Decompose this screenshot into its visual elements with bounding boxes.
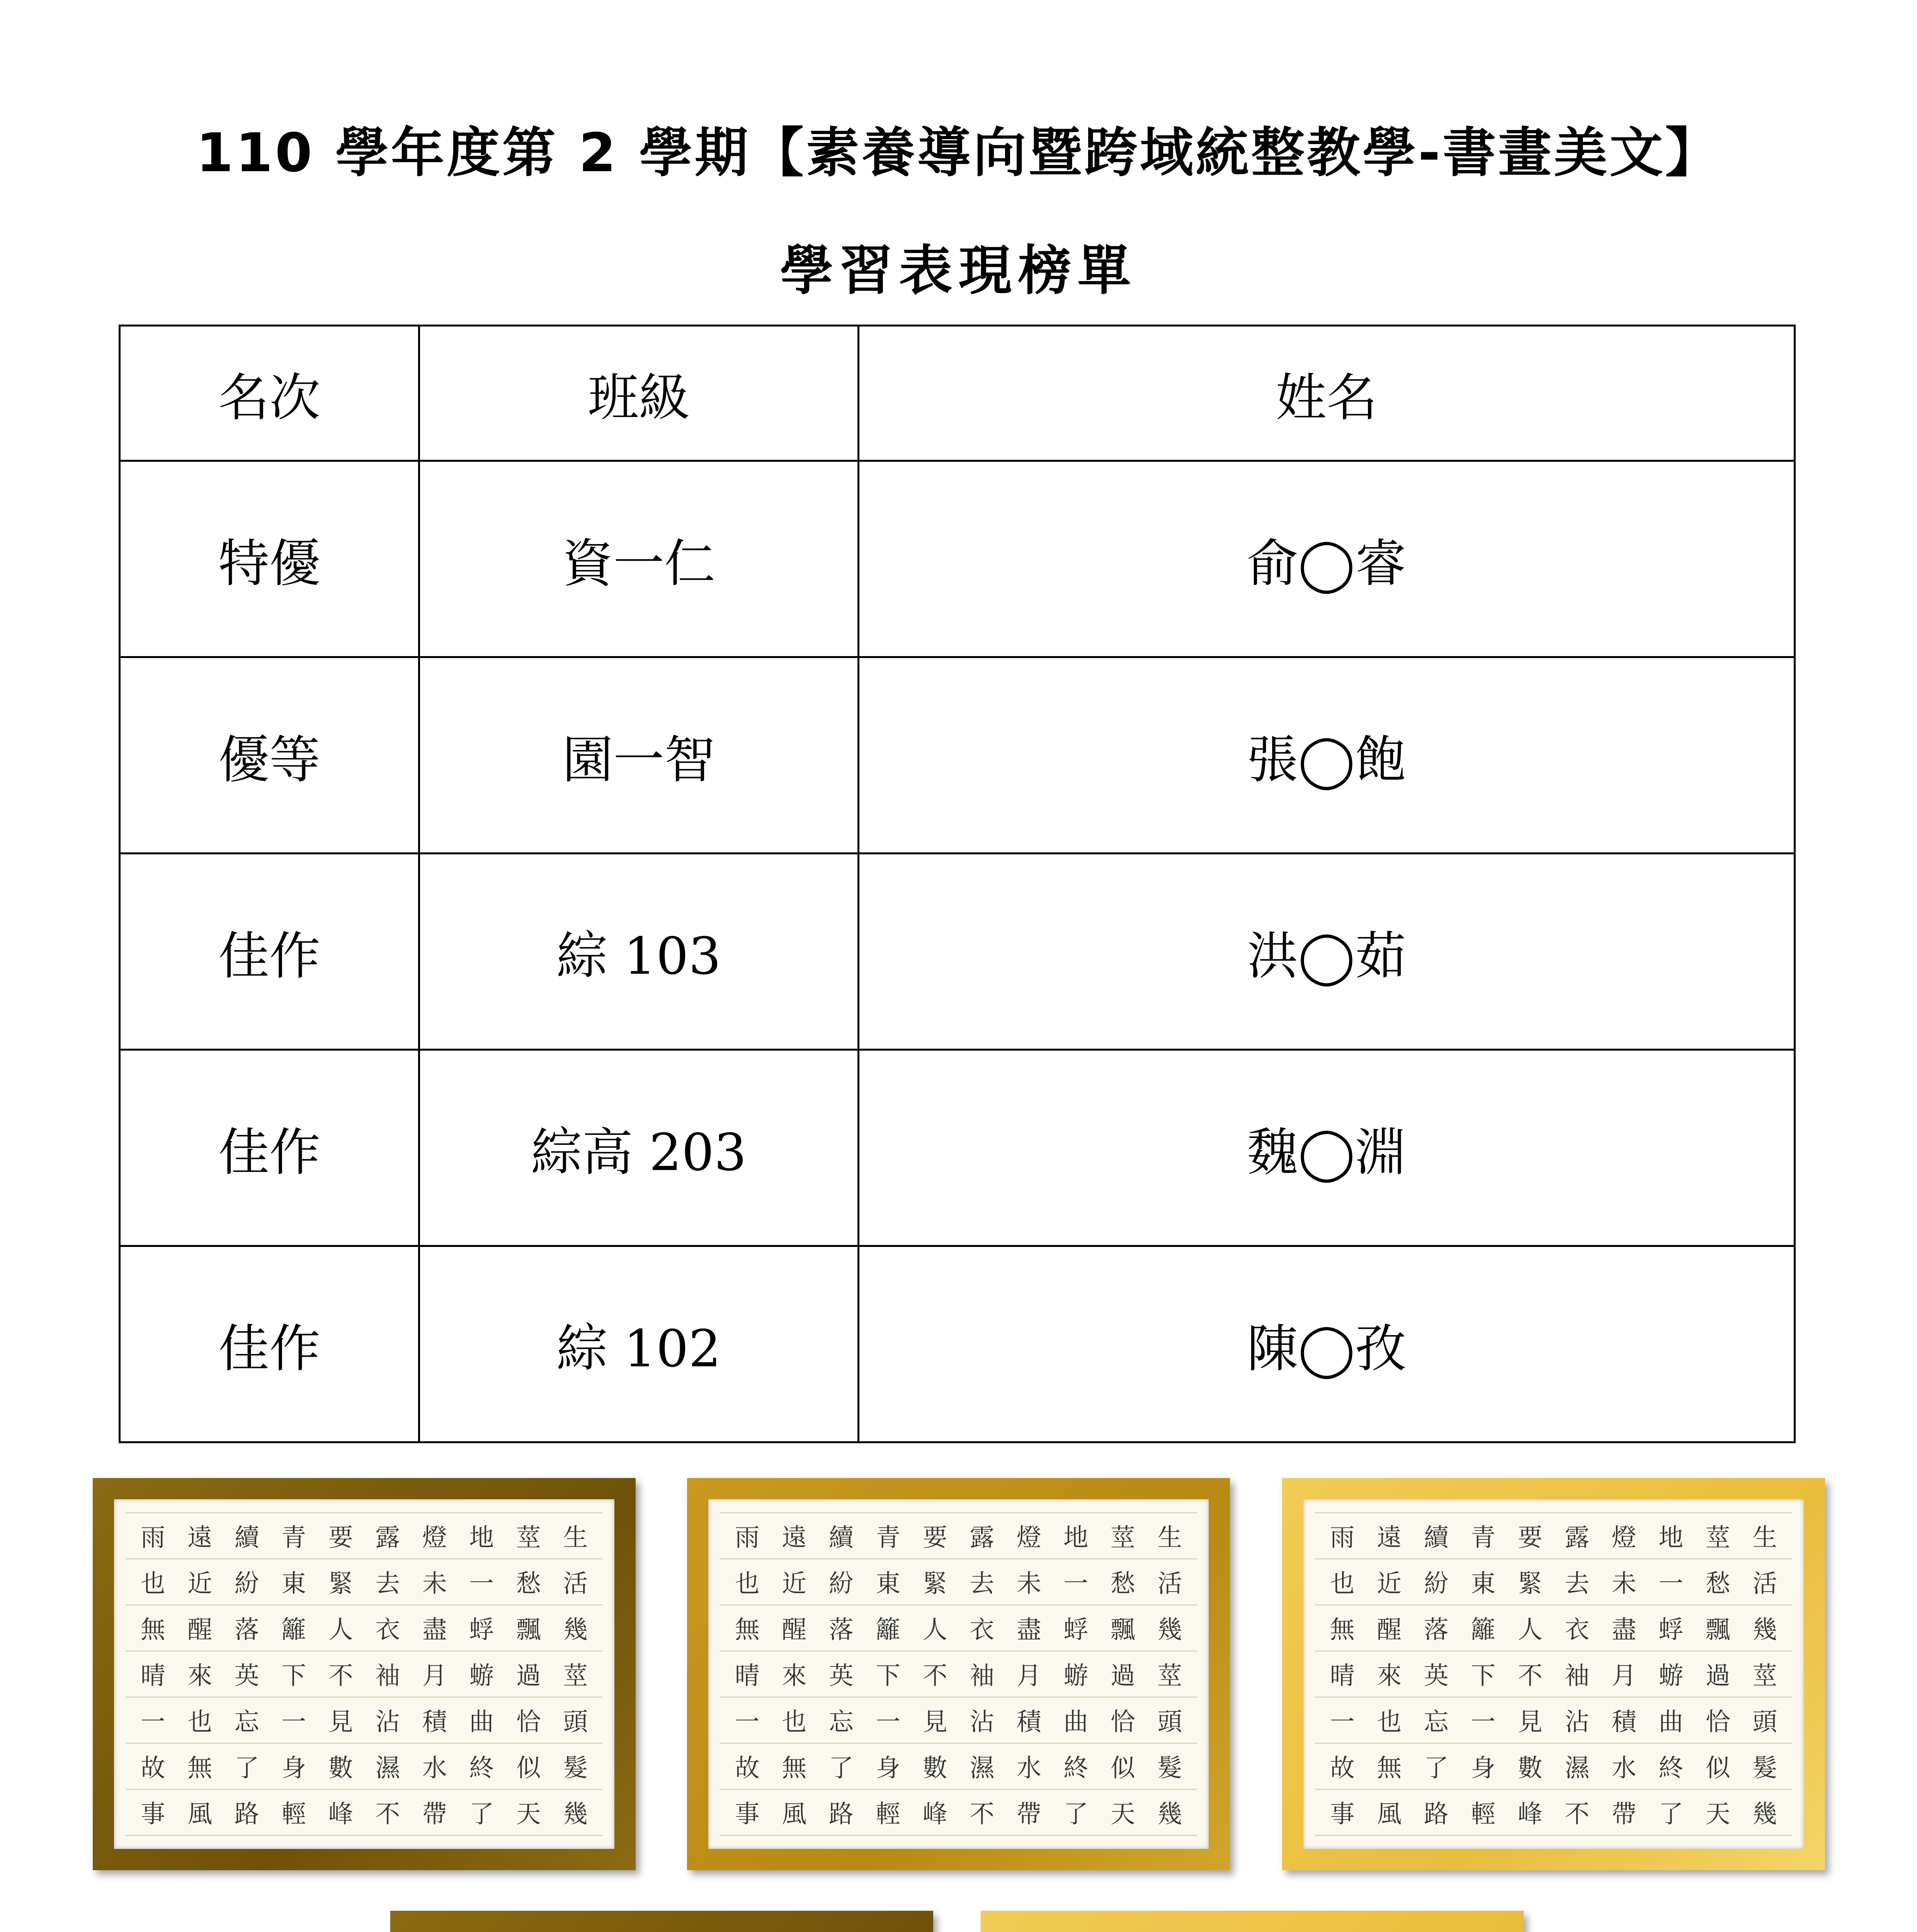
calligraphy-char: 終: [1658, 1754, 1684, 1783]
calligraphy-char: 緊: [328, 1570, 353, 1599]
calligraphy-char: 帶: [1611, 1800, 1636, 1829]
calligraphy-char: 也: [140, 1570, 165, 1599]
calligraphy-char: 恰: [516, 1708, 541, 1737]
calligraphy-char: 英: [828, 1662, 854, 1690]
calligraphy-char: 水: [1611, 1754, 1636, 1783]
calligraphy-char: 也: [1330, 1570, 1355, 1599]
calligraphy-char: 紛: [828, 1570, 854, 1599]
calligraphy-char: 無: [782, 1754, 807, 1783]
calligraphy-char: 似: [516, 1754, 541, 1783]
calligraphy-char: 了: [828, 1754, 854, 1783]
calligraphy-char: 不: [328, 1662, 353, 1690]
calligraphy-char: 紛: [234, 1570, 259, 1599]
calligraphy-char: 數: [922, 1754, 947, 1783]
calligraphy-char: 水: [1016, 1754, 1041, 1783]
calligraphy-char: 東: [281, 1570, 306, 1599]
calligraphy-char: 露: [1565, 1523, 1590, 1552]
calligraphy-char: 髮: [563, 1754, 588, 1783]
calligraphy-char: 未: [1611, 1570, 1636, 1599]
calligraphy-char: 不: [970, 1800, 995, 1829]
header-rank: 名次: [120, 326, 419, 461]
name-cell: 俞◯睿: [859, 461, 1795, 657]
calligraphy-char: 落: [828, 1616, 854, 1645]
calligraphy-char: 遠: [782, 1523, 807, 1552]
calligraphy-char: 醒: [1377, 1616, 1402, 1645]
calligraphy-char: 人: [328, 1616, 353, 1645]
document-subtitle: 學習表現榜單: [780, 240, 1137, 302]
calligraphy-char: 幾: [1157, 1800, 1182, 1829]
calligraphy-char: 過: [516, 1662, 541, 1690]
calligraphy-char: 去: [375, 1570, 400, 1599]
calligraphy-char: 盡: [1611, 1616, 1636, 1645]
calligraphy-char: 近: [782, 1570, 807, 1599]
calligraphy-char: 落: [1424, 1616, 1449, 1645]
calligraphy-char: 風: [1377, 1800, 1402, 1829]
calligraphy-char: 下: [281, 1662, 306, 1690]
calligraphy-char: 生: [563, 1523, 588, 1552]
calligraphy-char: 愁: [1705, 1570, 1730, 1599]
calligraphy-char: 濕: [375, 1754, 400, 1783]
calligraphy-char: 蜉: [1063, 1616, 1089, 1645]
calligraphy-char: 盡: [1016, 1616, 1041, 1645]
calligraphy-char: 續: [234, 1523, 259, 1552]
calligraphy-char: 身: [281, 1754, 306, 1783]
calligraphy-char: 積: [1016, 1708, 1041, 1737]
table-row: [120, 657, 1795, 854]
artwork-paper: [708, 1499, 1209, 1849]
calligraphy-char: 峰: [1517, 1800, 1543, 1829]
calligraphy-char: 幾: [1157, 1616, 1182, 1645]
calligraphy-artwork-2: [687, 1478, 1230, 1870]
calligraphy-char: 活: [563, 1570, 588, 1599]
calligraphy-char: 月: [1611, 1662, 1636, 1690]
calligraphy-char: 身: [1471, 1754, 1496, 1783]
calligraphy-char: 蜉: [1658, 1616, 1684, 1645]
calligraphy-char: 幾: [563, 1800, 588, 1829]
calligraphy-char: 髮: [1752, 1754, 1778, 1783]
calligraphy-char: 頭: [1157, 1708, 1182, 1737]
calligraphy-char: 落: [234, 1616, 259, 1645]
calligraphy-char: 不: [375, 1800, 400, 1829]
calligraphy-char: 飄: [1110, 1616, 1135, 1645]
calligraphy-char: 活: [1157, 1570, 1182, 1599]
class-cell: 綜 103: [419, 854, 859, 1050]
calligraphy-char: 活: [1752, 1570, 1778, 1599]
calligraphy-char: 籬: [281, 1616, 306, 1645]
calligraphy-char: 天: [1705, 1800, 1730, 1829]
name-cell: 張◯飽: [859, 657, 1795, 854]
calligraphy-char: 曲: [1658, 1708, 1684, 1737]
calligraphy-char: 醒: [187, 1616, 213, 1645]
calligraphy-char: 地: [1658, 1523, 1684, 1552]
calligraphy-char: 一: [735, 1708, 760, 1737]
calligraphy-char: 蝣: [1063, 1662, 1089, 1690]
calligraphy-char: 峰: [328, 1800, 353, 1829]
calligraphy-char: 不: [922, 1662, 947, 1690]
calligraphy-char: 英: [234, 1662, 259, 1690]
calligraphy-char: 去: [970, 1570, 995, 1599]
calligraphy-char: 生: [1157, 1523, 1182, 1552]
calligraphy-char: 晴: [1330, 1662, 1355, 1690]
calligraphy-char: 飄: [1705, 1616, 1730, 1645]
table-row: [120, 461, 1795, 657]
calligraphy-char: 一: [1330, 1708, 1355, 1737]
calligraphy-char: 莖: [1752, 1662, 1778, 1690]
calligraphy-char: 濕: [1565, 1754, 1590, 1783]
calligraphy-char: 生: [1752, 1523, 1778, 1552]
calligraphy-char: 一: [876, 1708, 901, 1737]
calligraphy-char: 緊: [922, 1570, 947, 1599]
ranking-table: [119, 325, 1796, 1443]
calligraphy-char: 來: [187, 1662, 213, 1690]
calligraphy-char: 燈: [1016, 1523, 1041, 1552]
calligraphy-char: 不: [1517, 1662, 1543, 1690]
calligraphy-char: 恰: [1705, 1708, 1730, 1737]
calligraphy-artwork-3: [1282, 1478, 1825, 1870]
calligraphy-char: 見: [922, 1708, 947, 1737]
calligraphy-char: 去: [1565, 1570, 1590, 1599]
calligraphy-char: 袖: [970, 1662, 995, 1690]
calligraphy-char: 路: [828, 1800, 854, 1829]
calligraphy-char: 無: [187, 1754, 213, 1783]
calligraphy-char: 一: [1063, 1570, 1089, 1599]
calligraphy-char: 路: [1424, 1800, 1449, 1829]
calligraphy-char: 近: [187, 1570, 213, 1599]
calligraphy-char: 青: [876, 1523, 901, 1552]
calligraphy-char: 莖: [1110, 1523, 1135, 1552]
calligraphy-char: 無: [735, 1616, 760, 1645]
table-row: [120, 1246, 1795, 1442]
calligraphy-char: 晴: [140, 1662, 165, 1690]
calligraphy-char: 袖: [375, 1662, 400, 1690]
calligraphy-artwork-5: [981, 1911, 1524, 1932]
calligraphy-char: 帶: [1016, 1800, 1041, 1829]
calligraphy-char: 沾: [970, 1708, 995, 1737]
calligraphy-char: 也: [1377, 1708, 1402, 1737]
calligraphy-char: 衣: [1565, 1616, 1590, 1645]
calligraphy-char: 似: [1110, 1754, 1135, 1783]
calligraphy-char: 蜉: [469, 1616, 494, 1645]
calligraphy-char: 未: [1016, 1570, 1041, 1599]
calligraphy-char: 曲: [1063, 1708, 1089, 1737]
calligraphy-char: 過: [1110, 1662, 1135, 1690]
calligraphy-char: 頭: [1752, 1708, 1778, 1737]
calligraphy-char: 莖: [563, 1662, 588, 1690]
calligraphy-char: 蝣: [1658, 1662, 1684, 1690]
calligraphy-char: 地: [469, 1523, 494, 1552]
calligraphy-char: 了: [1063, 1800, 1089, 1829]
artwork-paper: [1303, 1499, 1804, 1849]
calligraphy-char: 忘: [234, 1708, 259, 1737]
calligraphy-char: 身: [876, 1754, 901, 1783]
calligraphy-char: 晴: [735, 1662, 760, 1690]
calligraphy-char: 一: [281, 1708, 306, 1737]
calligraphy-char: 青: [281, 1523, 306, 1552]
calligraphy-char: 飄: [516, 1616, 541, 1645]
calligraphy-char: 似: [1705, 1754, 1730, 1783]
calligraphy-char: 續: [1424, 1523, 1449, 1552]
calligraphy-char: 燈: [422, 1523, 447, 1552]
calligraphy-char: 事: [140, 1800, 165, 1829]
calligraphy-char: 輕: [876, 1800, 901, 1829]
calligraphy-char: 天: [1110, 1800, 1135, 1829]
table-header-row: [120, 326, 1795, 461]
calligraphy-char: 一: [140, 1708, 165, 1737]
calligraphy-char: 人: [1517, 1616, 1543, 1645]
calligraphy-char: 月: [422, 1662, 447, 1690]
calligraphy-char: 來: [782, 1662, 807, 1690]
calligraphy-char: 無: [1377, 1754, 1402, 1783]
table-row: [120, 854, 1795, 1050]
calligraphy-char: 要: [1517, 1523, 1543, 1552]
table-row: [120, 1050, 1795, 1246]
calligraphy-char: 一: [1471, 1708, 1496, 1737]
calligraphy-char: 見: [328, 1708, 353, 1737]
calligraphy-char: 帶: [422, 1800, 447, 1829]
rank-cell: 佳作: [120, 1246, 419, 1442]
calligraphy-char: 人: [922, 1616, 947, 1645]
calligraphy-char: 濕: [970, 1754, 995, 1783]
class-cell: 園一智: [419, 657, 859, 854]
calligraphy-char: 幾: [563, 1616, 588, 1645]
calligraphy-char: 東: [876, 1570, 901, 1599]
rank-cell: 佳作: [120, 854, 419, 1050]
header-name: 姓名: [859, 326, 1795, 461]
document-title: 110 學年度第 2 學期【素養導向暨跨域統整教學-書畫美文】: [196, 122, 1721, 184]
calligraphy-char: 忘: [1424, 1708, 1449, 1737]
calligraphy-char: 風: [782, 1800, 807, 1829]
calligraphy-char: 醒: [782, 1616, 807, 1645]
calligraphy-char: 青: [1471, 1523, 1496, 1552]
calligraphy-char: 也: [187, 1708, 213, 1737]
calligraphy-char: 下: [876, 1662, 901, 1690]
calligraphy-char: 未: [422, 1570, 447, 1599]
calligraphy-char: 無: [1330, 1616, 1355, 1645]
calligraphy-char: 曲: [469, 1708, 494, 1737]
class-cell: 綜高 203: [419, 1050, 859, 1246]
calligraphy-char: 愁: [1110, 1570, 1135, 1599]
calligraphy-char: 紛: [1424, 1570, 1449, 1599]
name-cell: 陳◯孜: [859, 1246, 1795, 1442]
calligraphy-char: 終: [1063, 1754, 1089, 1783]
calligraphy-char: 續: [828, 1523, 854, 1552]
calligraphy-char: 一: [1658, 1570, 1684, 1599]
calligraphy-char: 路: [234, 1800, 259, 1829]
calligraphy-char: 終: [469, 1754, 494, 1783]
calligraphy-char: 恰: [1110, 1708, 1135, 1737]
calligraphy-char: 忘: [828, 1708, 854, 1737]
calligraphy-char: 數: [328, 1754, 353, 1783]
calligraphy-char: 幾: [1752, 1800, 1778, 1829]
calligraphy-char: 來: [1377, 1662, 1402, 1690]
calligraphy-char: 遠: [1377, 1523, 1402, 1552]
header-class: 班級: [419, 326, 859, 461]
calligraphy-char: 髮: [1157, 1754, 1182, 1783]
calligraphy-char: 露: [375, 1523, 400, 1552]
calligraphy-artwork-1: [93, 1478, 636, 1870]
calligraphy-char: 莖: [1705, 1523, 1730, 1552]
calligraphy-char: 事: [1330, 1800, 1355, 1829]
calligraphy-char: 露: [970, 1523, 995, 1552]
calligraphy-char: 雨: [735, 1523, 760, 1552]
calligraphy-char: 英: [1424, 1662, 1449, 1690]
calligraphy-char: 積: [422, 1708, 447, 1737]
calligraphy-char: 燈: [1611, 1523, 1636, 1552]
calligraphy-char: 天: [516, 1800, 541, 1829]
calligraphy-char: 遠: [187, 1523, 213, 1552]
calligraphy-char: 愁: [516, 1570, 541, 1599]
calligraphy-char: 了: [1424, 1754, 1449, 1783]
calligraphy-char: 月: [1016, 1662, 1041, 1690]
calligraphy-char: 故: [140, 1754, 165, 1783]
rank-cell: 優等: [120, 657, 419, 854]
calligraphy-char: 無: [140, 1616, 165, 1645]
calligraphy-char: 故: [735, 1754, 760, 1783]
name-cell: 洪◯茹: [859, 854, 1795, 1050]
name-cell: 魏◯淵: [859, 1050, 1795, 1246]
calligraphy-char: 了: [469, 1800, 494, 1829]
calligraphy-char: 地: [1063, 1523, 1089, 1552]
calligraphy-char: 事: [735, 1800, 760, 1829]
calligraphy-char: 衣: [970, 1616, 995, 1645]
calligraphy-char: 也: [735, 1570, 760, 1599]
calligraphy-char: 籬: [876, 1616, 901, 1645]
calligraphy-char: 了: [1658, 1800, 1684, 1829]
calligraphy-char: 雨: [140, 1523, 165, 1552]
calligraphy-char: 要: [328, 1523, 353, 1552]
calligraphy-char: 莖: [516, 1523, 541, 1552]
calligraphy-char: 了: [234, 1754, 259, 1783]
class-cell: 資一仁: [419, 461, 859, 657]
calligraphy-char: 蝣: [469, 1662, 494, 1690]
calligraphy-char: 數: [1517, 1754, 1543, 1783]
calligraphy-char: 雨: [1330, 1523, 1355, 1552]
calligraphy-char: 也: [782, 1708, 807, 1737]
calligraphy-char: 一: [469, 1570, 494, 1599]
calligraphy-char: 積: [1611, 1708, 1636, 1737]
calligraphy-char: 輕: [1471, 1800, 1496, 1829]
calligraphy-char: 幾: [1752, 1616, 1778, 1645]
calligraphy-char: 頭: [563, 1708, 588, 1737]
rank-cell: 佳作: [120, 1050, 419, 1246]
calligraphy-char: 籬: [1471, 1616, 1496, 1645]
calligraphy-char: 不: [1565, 1800, 1590, 1829]
calligraphy-char: 下: [1471, 1662, 1496, 1690]
calligraphy-char: 近: [1377, 1570, 1402, 1599]
calligraphy-char: 沾: [1565, 1708, 1590, 1737]
artwork-paper: [114, 1499, 614, 1849]
calligraphy-char: 沾: [375, 1708, 400, 1737]
calligraphy-char: 衣: [375, 1616, 400, 1645]
calligraphy-char: 莖: [1157, 1662, 1182, 1690]
calligraphy-char: 過: [1705, 1662, 1730, 1690]
calligraphy-char: 峰: [922, 1800, 947, 1829]
calligraphy-artwork-4: [390, 1911, 933, 1932]
calligraphy-char: 要: [922, 1523, 947, 1552]
calligraphy-char: 緊: [1517, 1570, 1543, 1599]
calligraphy-char: 輕: [281, 1800, 306, 1829]
calligraphy-char: 盡: [422, 1616, 447, 1645]
calligraphy-char: 水: [422, 1754, 447, 1783]
class-cell: 綜 102: [419, 1246, 859, 1442]
calligraphy-char: 東: [1471, 1570, 1496, 1599]
calligraphy-char: 風: [187, 1800, 213, 1829]
calligraphy-char: 見: [1517, 1708, 1543, 1737]
calligraphy-char: 袖: [1565, 1662, 1590, 1690]
calligraphy-char: 故: [1330, 1754, 1355, 1783]
rank-cell: 特優: [120, 461, 419, 657]
